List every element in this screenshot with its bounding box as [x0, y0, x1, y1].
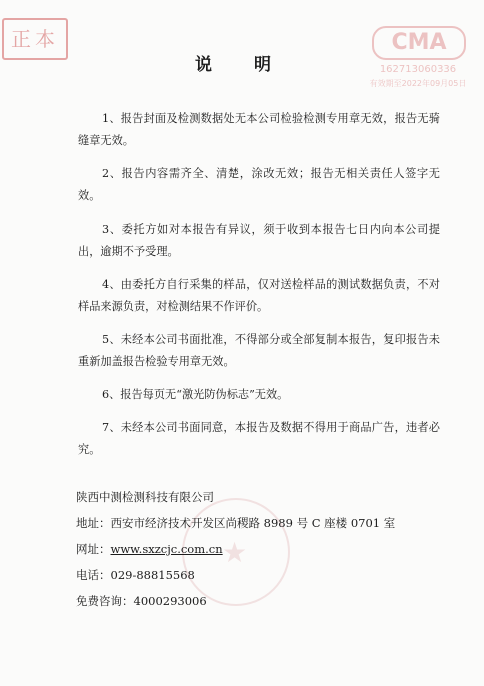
hotline-label: 免费咨询：: [76, 594, 134, 608]
clause-5: 5、未经本公司书面批准，不得部分或全部复制本报告，复印报告未重新加盖报告检验专用章无效。: [78, 332, 440, 368]
original-copy-stamp: 正本: [2, 18, 68, 60]
clause-6: 6、报告每页无“激光防伪标志”无效。: [102, 388, 289, 402]
address-label: 地址：: [76, 516, 111, 530]
address-line: [76, 510, 406, 536]
star-icon: ★: [222, 536, 248, 569]
website-link[interactable]: www.sxzcjc.com.cn: [110, 542, 223, 556]
clause-3: 3、委托方如对本报告有异议，须于收到本报告七日内向本公司提出，逾期不予受理。: [78, 222, 440, 258]
phone-value: 029-88815568: [110, 568, 195, 582]
cma-caption: 有效期至2022年09月05日: [369, 79, 467, 88]
website-label: 网址：: [76, 542, 111, 556]
clause-1: 1、报告封面及检测数据处无本公司检验检测专用章无效，报告无骑缝章无效。: [78, 112, 440, 148]
website-line: [76, 536, 406, 562]
contact-block: [76, 484, 406, 614]
hotline-line: [76, 588, 406, 614]
company-name: 陕西中测检测科技有限公司: [76, 490, 214, 504]
clause-4: 4、由委托方自行采集的样品，仅对送检样品的测试数据负责，不对样品来源负责，对检测结果不作评价。: [78, 277, 440, 313]
phone-label: 电话：: [76, 568, 111, 582]
cma-number: 162713060336: [379, 64, 457, 75]
address-value: 西安市经济技术开发区尚稷路 8989 号 C 座楼 0701 室: [110, 516, 396, 530]
hotline-value: 4000293006: [133, 594, 207, 608]
page-title: 说 明: [195, 55, 289, 75]
clause-7: 7、未经本公司书面同意，本报告及数据不得用于商品广告，违者必究。: [78, 421, 440, 457]
phone-line: [76, 562, 406, 588]
clause-list: [78, 97, 440, 467]
clause-2: 2、报告内容需齐全、清楚，涂改无效；报告无相关责任人签字无效。: [78, 167, 440, 203]
cma-mark: CMA: [372, 26, 466, 60]
